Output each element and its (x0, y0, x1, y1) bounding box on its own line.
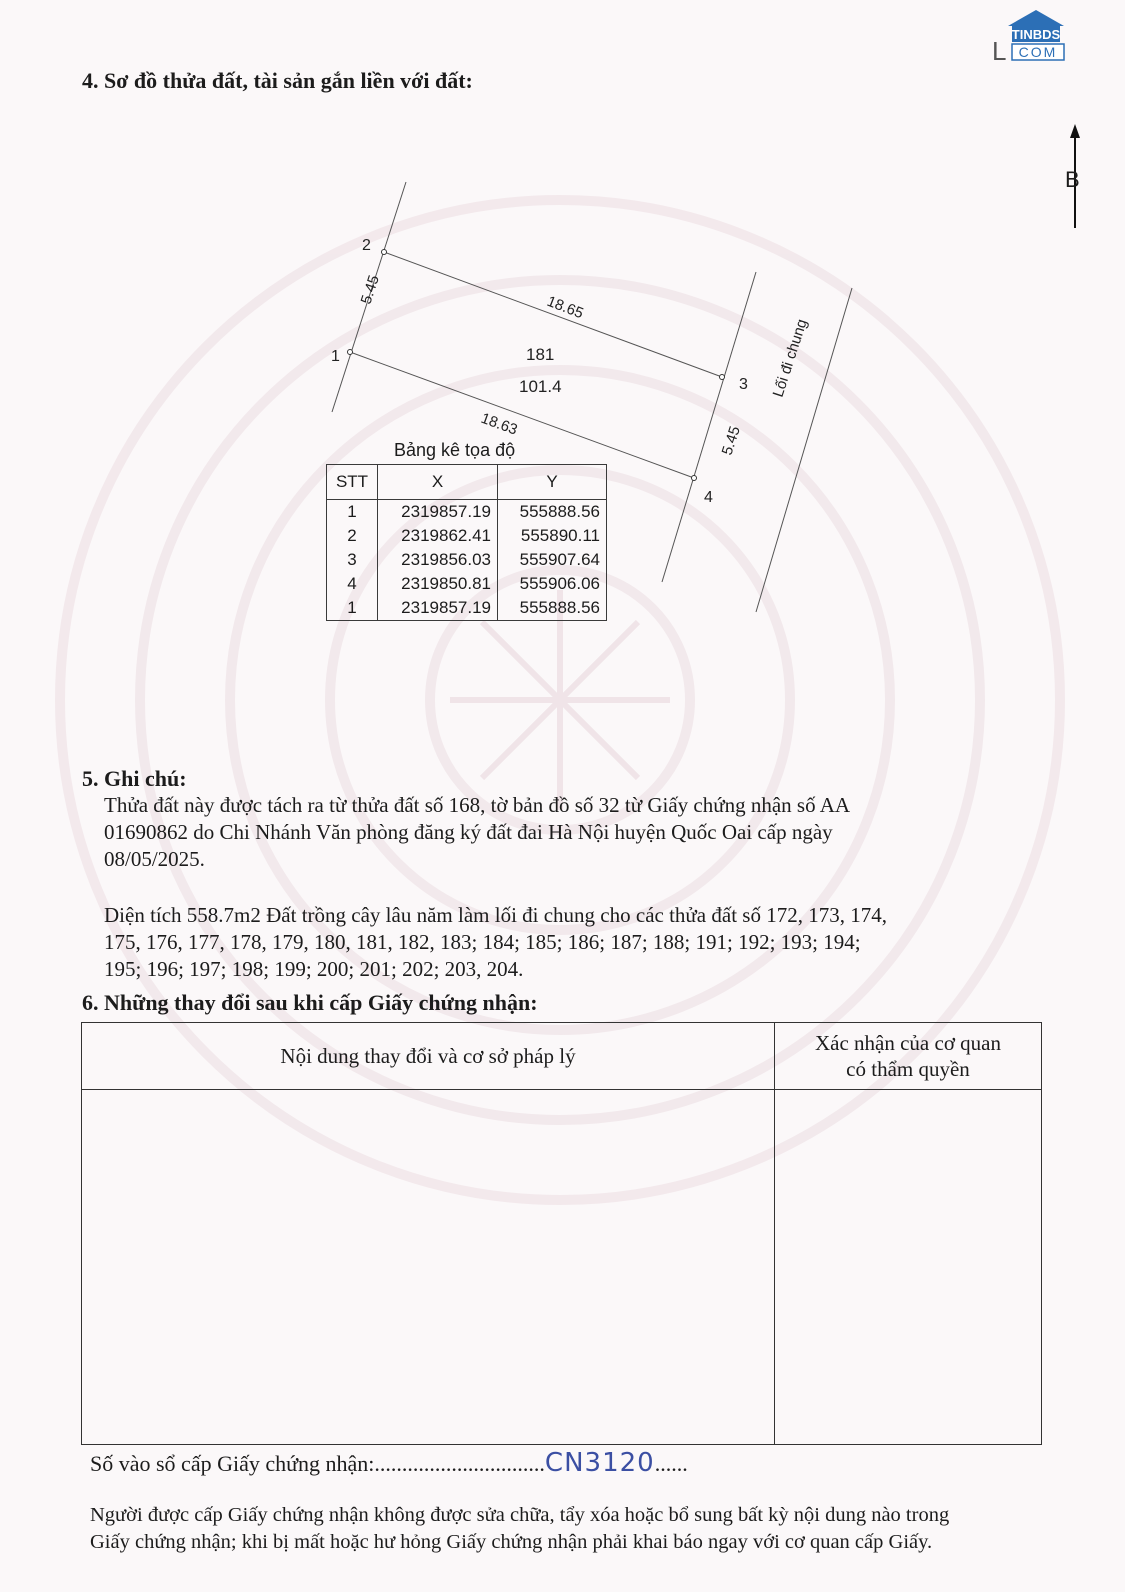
notice-line: Giấy chứng nhận; khi bị mất hoặc hư hỏng Giấy chứng nhận phải khai báo ngay với cơ quan cấp Giấy. (90, 1531, 933, 1553)
registry-dots: ............................... (374, 1451, 545, 1476)
coord-y: 555888.56 (498, 596, 607, 621)
edge-label-3-4: 5.45 (718, 424, 744, 458)
changes-table (81, 1022, 1042, 1445)
coord-header-y: Y (498, 465, 607, 500)
section5-title: 5. Ghi chú: (82, 766, 187, 791)
coord-header-stt: STT (327, 465, 378, 500)
table-row (327, 596, 607, 621)
note-line: 175, 176, 177, 178, 179, 180, 181, 182, 183; 184; 185; 186; 187; 188; 191; 192; 193; 194; (104, 930, 861, 954)
logo-bottom-text: COM (1018, 44, 1058, 60)
coord-stt: 1 (327, 596, 378, 621)
coord-table-title: Bảng kê tọa độ (394, 440, 516, 460)
table-row (327, 572, 607, 596)
edge-label-2-3: 18.65 (544, 292, 586, 323)
section6-title: 6. Những thay đổi sau khi cấp Giấy chứng nhận: (82, 990, 538, 1015)
coord-stt: 3 (327, 548, 378, 572)
coord-x: 2319850.81 (378, 572, 498, 596)
coord-x: 2319857.19 (378, 596, 498, 621)
table-row (327, 548, 607, 572)
coord-x: 2319856.03 (378, 548, 498, 572)
confirmation-header-line: có thẩm quyền (846, 1057, 970, 1081)
point-label-3: 3 (739, 376, 748, 393)
coord-x: 2319857.19 (378, 500, 498, 525)
vertex-4 (692, 476, 697, 481)
notice-line: Người được cấp Giấy chứng nhận không được sửa chữa, tẩy xóa hoặc bổ sung bất kỳ nội dung nào trong (90, 1504, 950, 1526)
note-line: 01690862 do Chi Nhánh Văn phòng đăng ký đất đai Hà Nội huyện Quốc Oai cấp ngày (104, 820, 833, 844)
point-label-4: 4 (704, 489, 713, 506)
table-row (327, 500, 607, 525)
changes-content-cell (82, 1090, 775, 1445)
coord-stt: 2 (327, 524, 378, 548)
note-line: 195; 196; 197; 198; 199; 200; 201; 202; 203, 204. (104, 957, 524, 981)
changes-header-content: Nội dung thay đổi và cơ sở pháp lý (82, 1023, 775, 1090)
tinbds-logo (990, 4, 1090, 66)
north-label: B (1065, 167, 1080, 192)
coord-y: 555907.64 (498, 548, 607, 572)
note-paragraph-1 (104, 792, 1064, 873)
note-paragraph-2 (104, 902, 1064, 983)
road-label: Lối đi chung (769, 317, 811, 400)
notice (90, 1502, 1090, 1556)
parcel-area: 101.4 (519, 377, 562, 396)
parcel-right-boundary (662, 272, 756, 582)
coord-x: 2319862.41 (378, 524, 498, 548)
logo-prefix: L (992, 36, 1007, 66)
vertex-2 (382, 250, 387, 255)
confirmation-header-line: Xác nhận của cơ quan (814, 1031, 1002, 1055)
registry-dots-end: ...... (654, 1451, 688, 1476)
section4-title: 4. Sơ đồ thửa đất, tài sản gắn liền với đất: (82, 68, 473, 93)
logo-top-text: TINBDS (1011, 27, 1061, 42)
coord-stt: 4 (327, 572, 378, 596)
changes-header-confirmation (775, 1023, 1042, 1090)
vertex-3 (720, 375, 725, 380)
note-line: 08/05/2025. (104, 847, 205, 871)
registry-line (90, 1450, 688, 1477)
parcel-number: 181 (526, 345, 555, 364)
coord-table (326, 464, 607, 621)
coord-y: 555906.06 (498, 572, 607, 596)
table-row (327, 524, 607, 548)
edge-label-1-2: 5.45 (357, 273, 383, 307)
coord-y: 555890.11 (498, 524, 607, 548)
registry-handwritten-number: CN3120 (544, 1448, 655, 1478)
registry-label: Số vào sổ cấp Giấy chứng nhận: (90, 1451, 375, 1476)
point-label-2: 2 (362, 237, 371, 254)
vertex-1 (348, 350, 353, 355)
coord-y: 555888.56 (498, 500, 607, 525)
coord-header-x: X (378, 465, 498, 500)
note-line: Thửa đất này được tách ra từ thửa đất số 168, tờ bản đồ số 32 từ Giấy chứng nhận số AA (104, 793, 851, 817)
edge-label-4-1: 18.63 (478, 409, 520, 439)
changes-confirmation-cell (775, 1090, 1042, 1445)
point-label-1: 1 (331, 348, 340, 365)
note-line: Diện tích 558.7m2 Đất trồng cây lâu năm làm lối đi chung cho các thửa đất số 172, 173, 174, (104, 903, 887, 927)
coord-stt: 1 (327, 500, 378, 525)
